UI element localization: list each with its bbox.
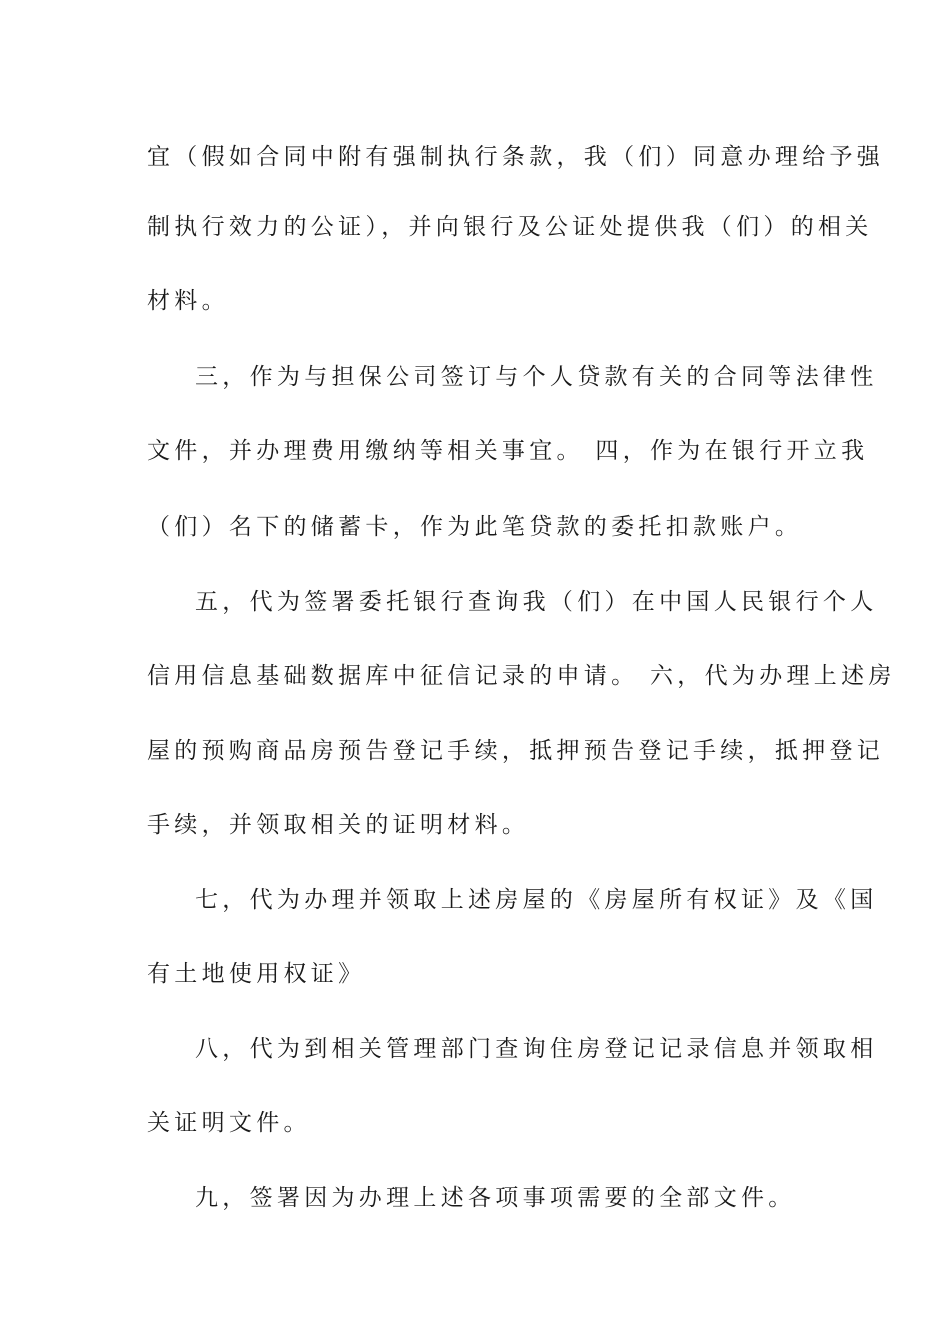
text-line: 手续，并领取相关的证明材料。 [147,812,530,838]
paragraph-8-start: 八，代为到相关管理部门查询住房登记记录信息并领取相 [195,1036,878,1062]
text-line: 宜（假如合同中附有强制执行条款，我（们）同意办理给予强 [147,144,885,170]
paragraph-9-start: 九，签署因为办理上述各项事项需要的全部文件。 [195,1185,796,1211]
paragraph-7-start: 七，代为办理并领取上述房屋的《房屋所有权证》及《国 [195,887,878,913]
text-line: 文件，并办理费用缴纳等相关事宜。 四，作为在银行开立我 [147,438,869,464]
text-line: 材料。 [147,288,229,314]
text-line: 屋的预购商品房预告登记手续，抵押预告登记手续，抵押登记 [147,738,885,764]
text-line: 有土地使用权证》 [147,961,366,987]
paragraph-3-start: 三，作为与担保公司签订与个人贷款有关的合同等法律性 [195,364,878,390]
text-line: 制执行效力的公证），并向银行及公证处提供我（们）的相关 [147,214,873,240]
paragraph-5-start: 五，代为签署委托银行查询我（们）在中国人民银行个人 [195,589,878,615]
text-line: 关证明文件。 [147,1110,311,1136]
text-line: （们）名下的储蓄卡，作为此笔贷款的委托扣款账户。 [147,514,803,540]
text-line: 信用信息基础数据库中征信记录的申请。 六，代为办理上述房 [147,663,896,689]
